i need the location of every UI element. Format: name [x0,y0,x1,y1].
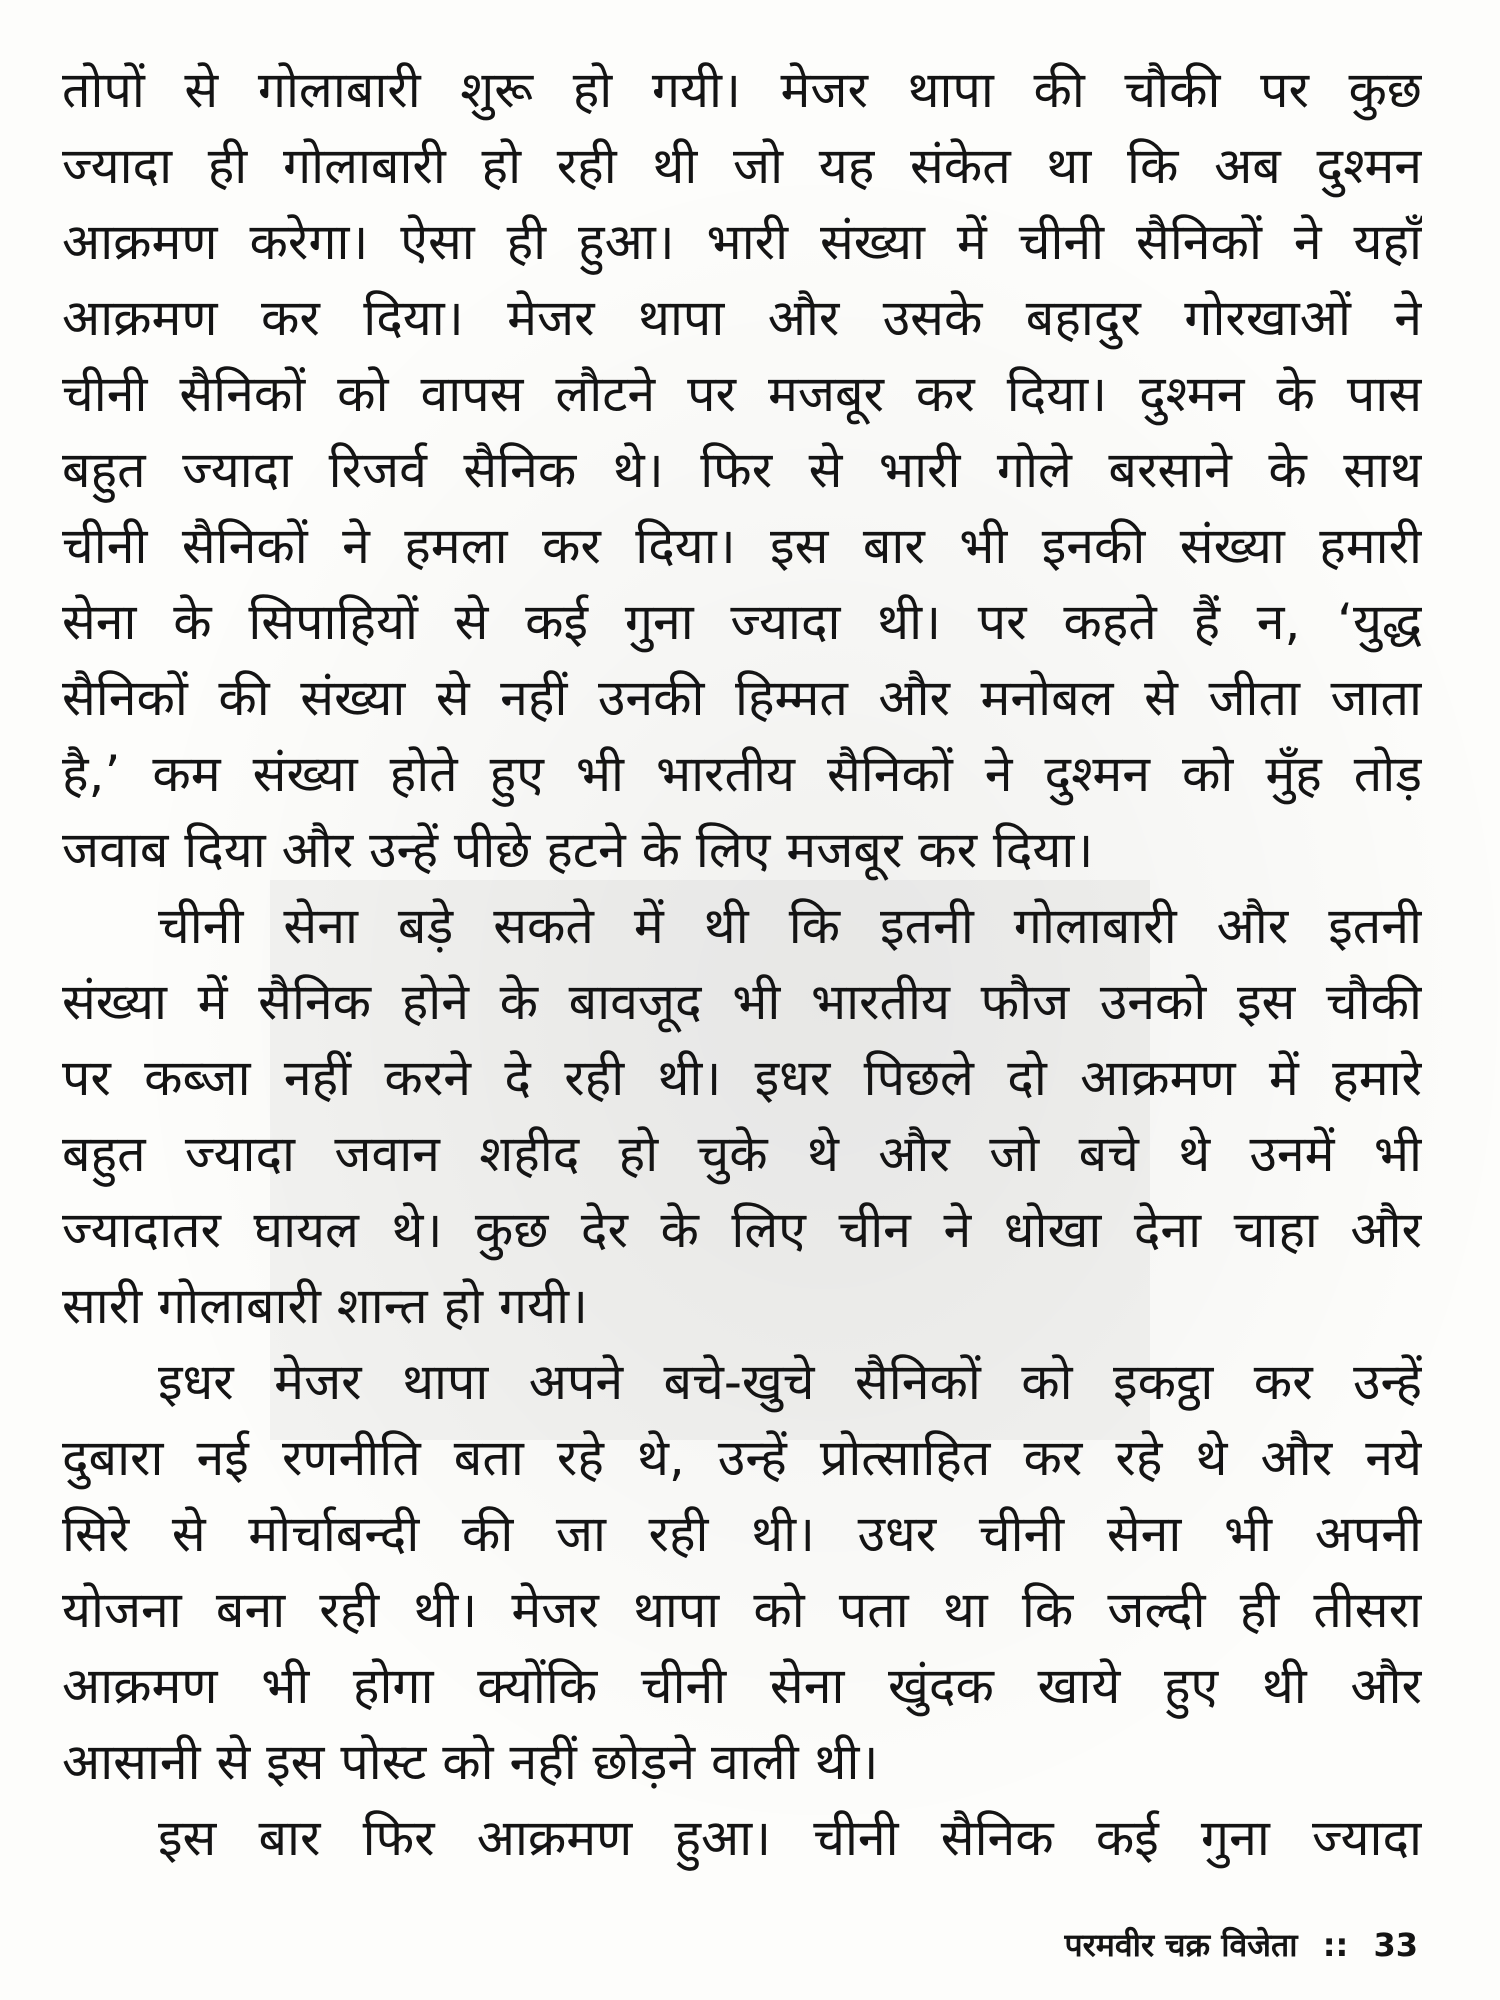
text-line: पर कब्जा नहीं करने दे रही थी। इधर पिछले दो आक्रमण में हमारे [62,1049,1422,1107]
body-text [62,52,1422,1876]
page-footer [1064,1925,1418,1965]
text-line: सेना के सिपाहियों से कई गुना ज्यादा थी। पर कहते हैं न, ‘युद्ध [62,593,1422,651]
text-line: जवाब दिया और उन्हें पीछे हटने के लिए मजबूर कर दिया। [62,821,1094,879]
text-line: आक्रमण करेगा। ऐसा ही हुआ। भारी संख्या में चीनी सैनिकों ने यहाँ [62,213,1422,271]
text-line: आक्रमण कर दिया। मेजर थापा और उसके बहादुर गोरखाओं ने [62,289,1422,347]
text-line: चीनी सेना बड़े सकते में थी कि इतनी गोलाबारी और इतनी [158,897,1422,955]
text-line: सिरे से मोर्चाबन्दी की जा रही थी। उधर चीनी सेना भी अपनी [62,1505,1422,1563]
book-title: परमवीर चक्र विजेता [1064,1926,1298,1964]
text-line: सारी गोलाबारी शान्त हो गयी। [62,1277,588,1335]
text-line: इस बार फिर आक्रमण हुआ। चीनी सैनिक कई गुना ज्यादा [158,1809,1422,1867]
text-line: आसानी से इस पोस्ट को नहीं छोड़ने वाली थी। [62,1733,879,1791]
text-line: संख्या में सैनिक होने के बावजूद भी भारतीय फौज उनको इस चौकी [62,973,1422,1031]
text-line: तोपों से गोलाबारी शुरू हो गयी। मेजर थापा की चौकी पर कुछ [62,61,1422,119]
text-line: है,’ कम संख्या होते हुए भी भारतीय सैनिकों ने दुश्मन को मुँह तोड़ [62,745,1422,803]
text-line: चीनी सैनिकों को वापस लौटने पर मजबूर कर दिया। दुश्मन के पास [62,365,1422,423]
text-line: चीनी सैनिकों ने हमला कर दिया। इस बार भी इनकी संख्या हमारी [62,517,1422,575]
text-line: योजना बना रही थी। मेजर थापा को पता था कि जल्दी ही तीसरा [62,1581,1422,1639]
text-line: ज्यादा ही गोलाबारी हो रही थी जो यह संकेत था कि अब दुश्मन [62,137,1422,195]
text-line: आक्रमण भी होगा क्योंकि चीनी सेना खुंदक खाये हुए थी और [62,1657,1422,1715]
text-line: दुबारा नई रणनीति बता रहे थे, उन्हें प्रोत्साहित कर रहे थे और नये [62,1429,1422,1487]
text-line: सैनिकों की संख्या से नहीं उनकी हिम्मत और मनोबल से जीता जाता [62,669,1422,727]
text-line: इधर मेजर थापा अपने बचे-खुचे सैनिकों को इकट्ठा कर उन्हें [158,1353,1422,1411]
text-line: बहुत ज्यादा रिजर्व सैनिक थे। फिर से भारी गोले बरसाने के साथ [62,441,1422,499]
text-line: ज्यादातर घायल थे। कुछ देर के लिए चीन ने धोखा देना चाहा और [62,1201,1422,1259]
footer-separator: :: [1322,1926,1349,1964]
page-number: 33 [1373,1926,1418,1964]
text-line: बहुत ज्यादा जवान शहीद हो चुके थे और जो बचे थे उनमें भी [62,1125,1422,1183]
